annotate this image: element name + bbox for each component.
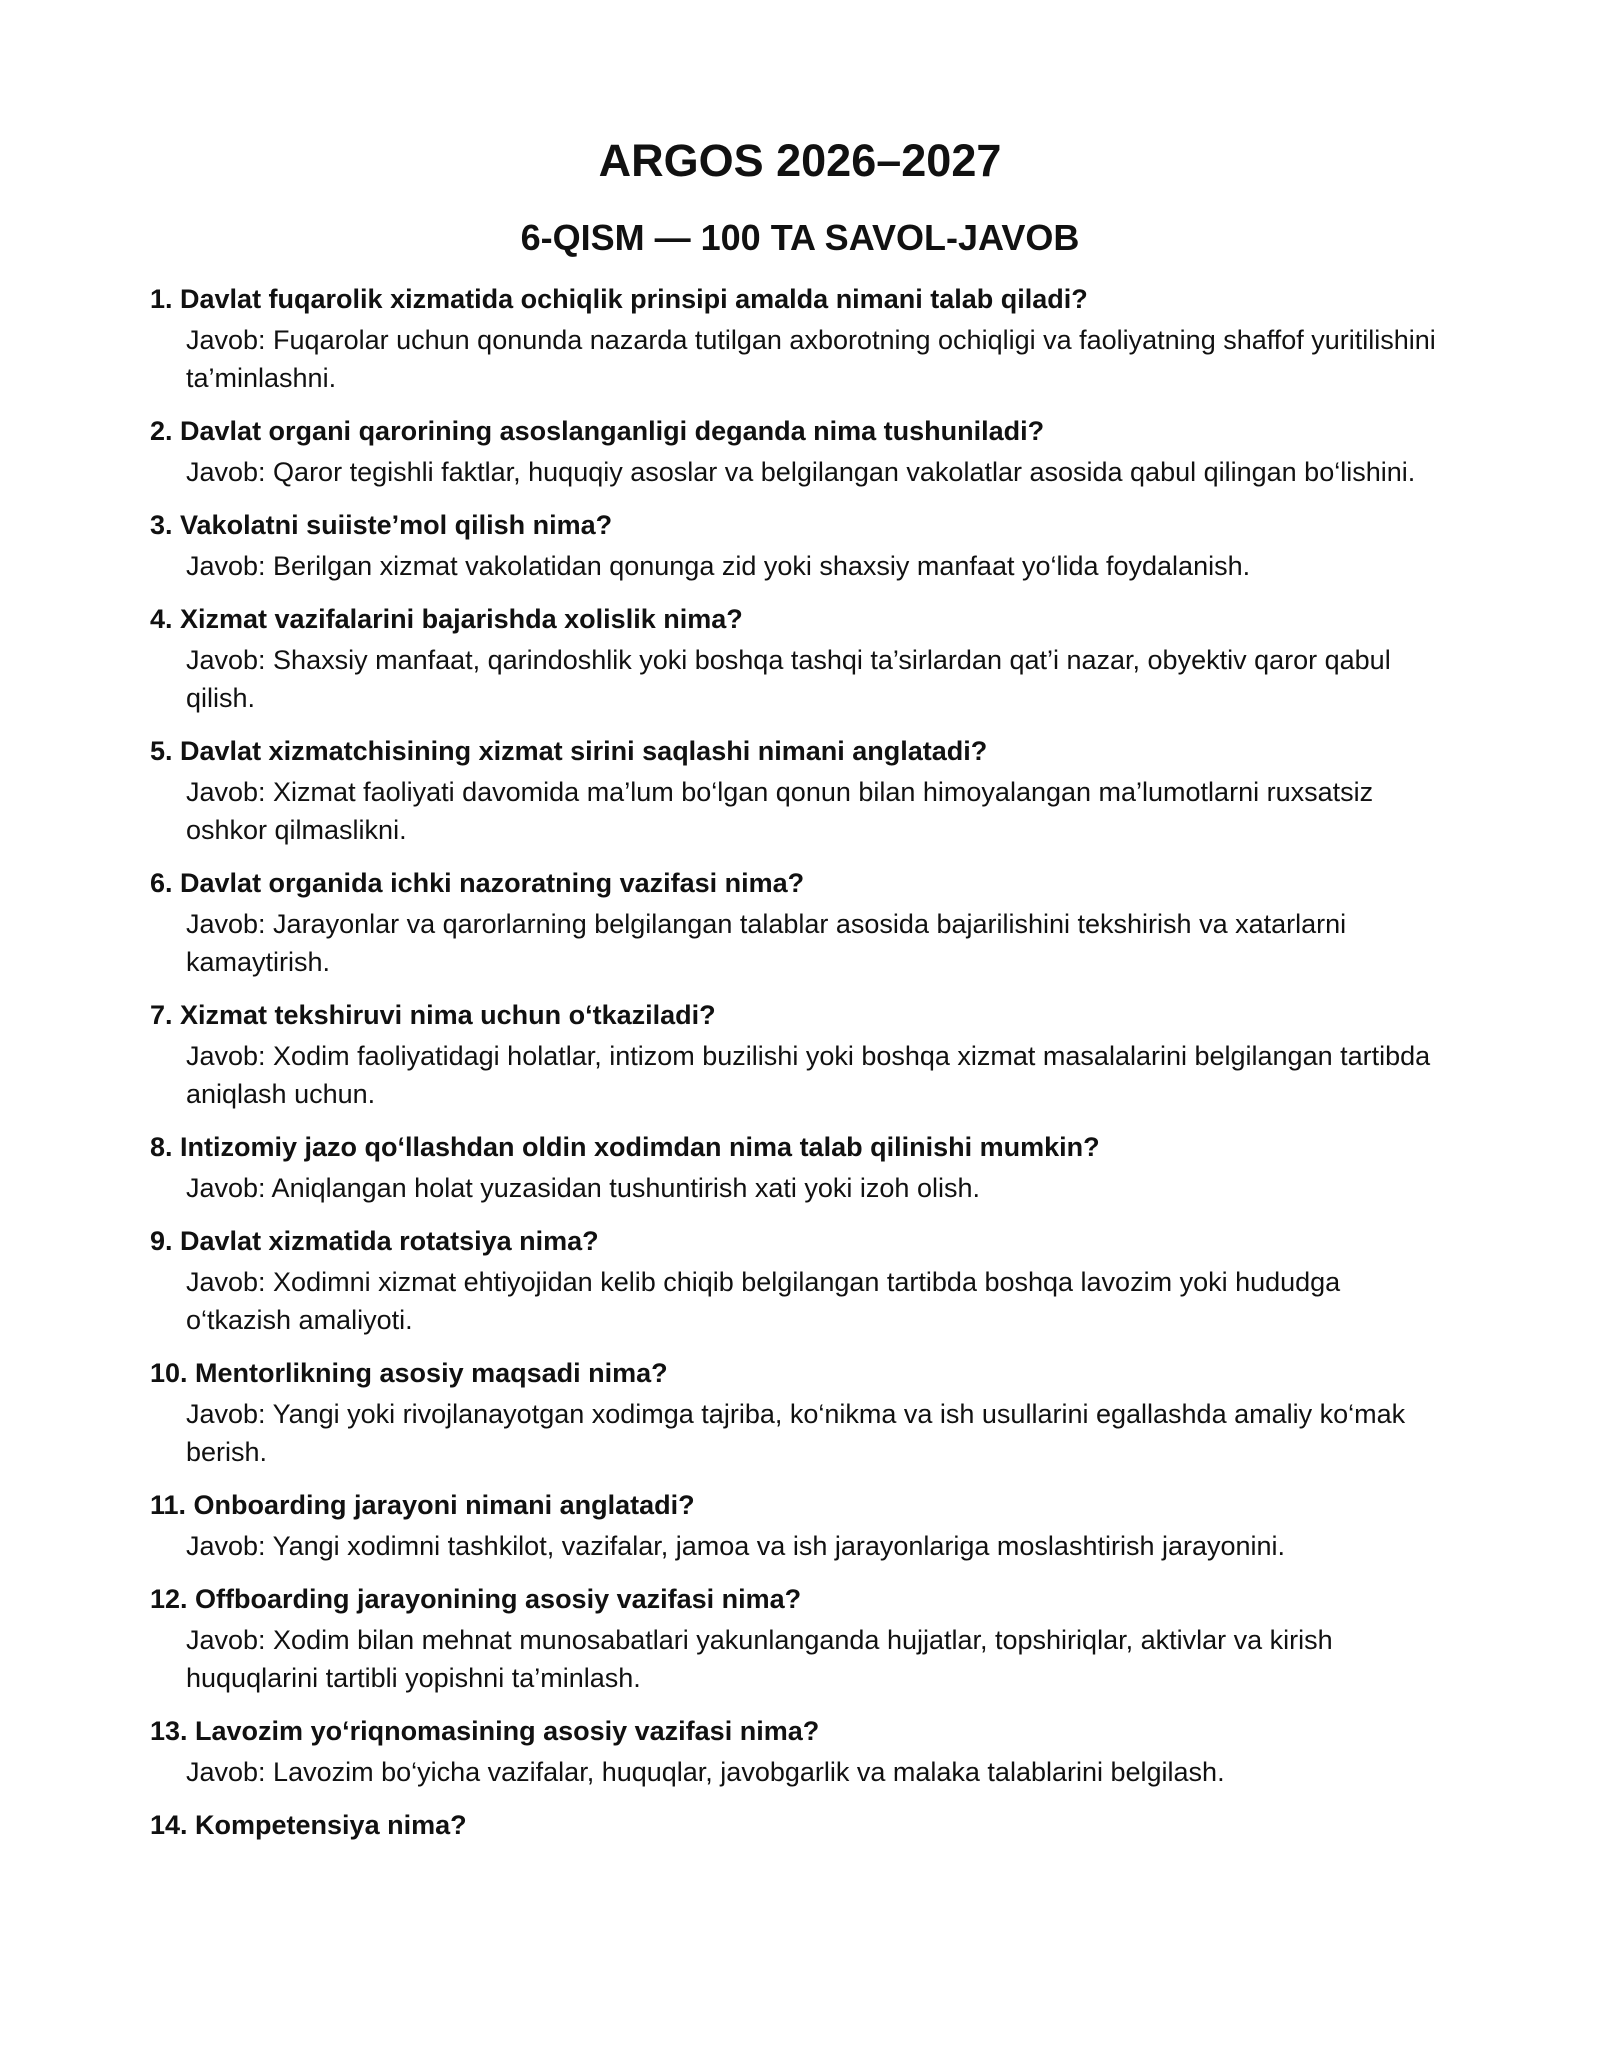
qa-item-5 <box>150 733 1450 849</box>
answer-2: Javob: Qaror tegishli faktlar, huquqiy asoslar va belgilangan vakolatlar asosida qabul qilingan bo‘lishini. <box>186 457 1416 487</box>
answer-9: Javob: Xodimni xizmat ehtiyojidan kelib chiqib belgilangan tartibda boshqa lavozim yoki hududga o‘tkazish amaliyoti. <box>186 1267 1341 1335</box>
answer-4: Javob: Shaxsiy manfaat, qarindoshlik yoki boshqa tashqi ta’sirlardan qat’i nazar, obyektiv qaror qabul qilish. <box>186 645 1391 713</box>
qa-item-9 <box>150 1223 1450 1339</box>
answer-10: Javob: Yangi yoki rivojlanayotgan xodimga tajriba, ko‘nikma va ish usullarini egallashda amaliy ko‘mak berish. <box>186 1399 1406 1467</box>
qa-item-10 <box>150 1355 1450 1471</box>
document-title: ARGOS 2026–2027 <box>598 135 1002 186</box>
qa-item-13 <box>150 1713 1450 1791</box>
question-2: 2. Davlat organi qarorining asoslanganligi deganda nima tushuniladi? <box>150 416 1045 446</box>
qa-item-7 <box>150 997 1450 1113</box>
qa-item-1 <box>150 281 1450 397</box>
answer-6: Javob: Jarayonlar va qarorlarning belgilangan talablar asosida bajarilishini tekshirish va xatarlarni kamaytirish. <box>186 909 1347 977</box>
answer-7: Javob: Xodim faoliyatidagi holatlar, intizom buzilishi yoki boshqa xizmat masalalarini belgilangan tartibda aniqlash uchun. <box>186 1041 1431 1109</box>
question-14: 14. Kompetensiya nima? <box>150 1810 467 1840</box>
answer-1: Javob: Fuqarolar uchun qonunda nazarda tutilgan axborotning ochiqligi va faoliyatning shaffof yuritilishini ta’minlashni. <box>186 325 1436 393</box>
question-10: 10. Mentorlikning asosiy maqsadi nima? <box>150 1358 668 1388</box>
question-9: 9. Davlat xizmatida rotatsiya nima? <box>150 1226 599 1256</box>
question-6: 6. Davlat organida ichki nazoratning vazifasi nima? <box>150 868 805 898</box>
answer-11: Javob: Yangi xodimni tashkilot, vazifalar, jamoa va ish jarayonlariga moslashtirish jarayonini. <box>186 1531 1286 1561</box>
answer-13: Javob: Lavozim bo‘yicha vazifalar, huquqlar, javobgarlik va malaka talablarini belgilash. <box>186 1757 1225 1787</box>
question-7: 7. Xizmat tekshiruvi nima uchun o‘tkaziladi? <box>150 1000 716 1030</box>
question-5: 5. Davlat xizmatchisining xizmat sirini saqlashi nimani anglatadi? <box>150 736 988 766</box>
question-13: 13. Lavozim yo‘riqnomasining asosiy vazifasi nima? <box>150 1716 820 1746</box>
qa-item-14 <box>150 1807 1450 1843</box>
question-12: 12. Offboarding jarayonining asosiy vazifasi nima? <box>150 1584 802 1614</box>
qa-list <box>150 281 1450 1843</box>
qa-item-4 <box>150 601 1450 717</box>
question-4: 4. Xizmat vazifalarini bajarishda xolislik nima? <box>150 604 743 634</box>
qa-item-3 <box>150 507 1450 585</box>
answer-5: Javob: Xizmat faoliyati davomida ma’lum bo‘lgan qonun bilan himoyalangan ma’lumotlarni ruxsatsiz oshkor qilmaslikni. <box>186 777 1374 845</box>
question-11: 11. Onboarding jarayoni nimani anglatadi? <box>150 1490 695 1520</box>
answer-3: Javob: Berilgan xizmat vakolatidan qonunga zid yoki shaxsiy manfaat yo‘lida foydalanish. <box>186 551 1251 581</box>
answer-8: Javob: Aniqlangan holat yuzasidan tushuntirish xati yoki izoh olish. <box>186 1173 980 1203</box>
question-8: 8. Intizomiy jazo qo‘llashdan oldin xodimdan nima talab qilinishi mumkin? <box>150 1132 1100 1162</box>
qa-item-6 <box>150 865 1450 981</box>
qa-item-12 <box>150 1581 1450 1697</box>
document-subtitle: 6-QISM — 100 TA SAVOL-JAVOB <box>520 217 1080 258</box>
qa-item-2 <box>150 413 1450 491</box>
question-3: 3. Vakolatni suiiste’mol qilish nima? <box>150 510 613 540</box>
answer-12: Javob: Xodim bilan mehnat munosabatlari yakunlanganda hujjatlar, topshiriqlar, aktivlar va kirish huquqlarini tartibli yopishni ta’minlash. <box>186 1625 1333 1693</box>
qa-item-11 <box>150 1487 1450 1565</box>
qa-item-8 <box>150 1129 1450 1207</box>
question-1: 1. Davlat fuqarolik xizmatida ochiqlik prinsipi amalda nimani talab qiladi? <box>150 284 1088 314</box>
